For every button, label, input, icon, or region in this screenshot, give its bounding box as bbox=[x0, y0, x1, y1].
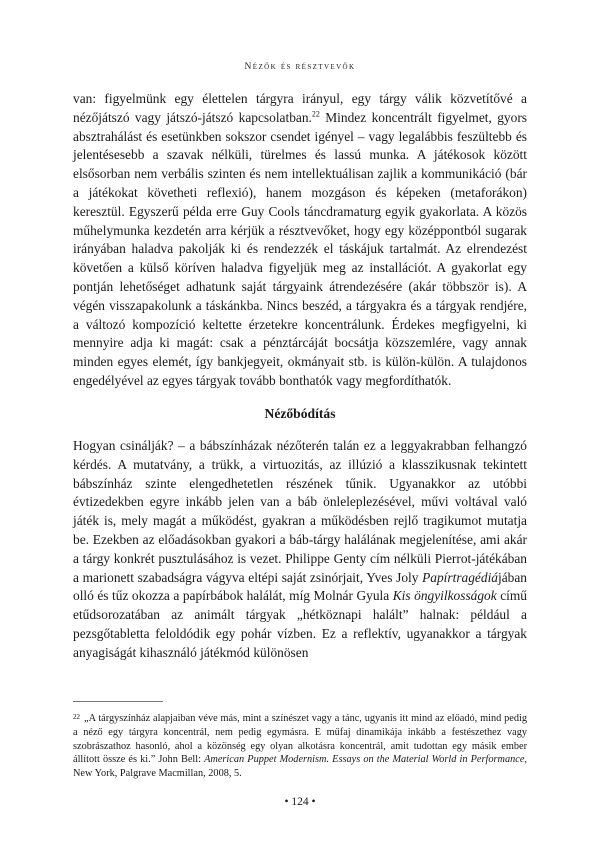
para2-text-1: Hogyan csinálják? – a bábszínházak nézőterén talán ez a leggyakrabban felhangzó kérdés. A mutatvány, a trükk, a virtuozitás, az illúzió a klasszikusnak tekintett bábszínház szinte elengedhetetlen részének tűnik. Ugyanakkor az utóbbi évtizedekben egyre inkább jelen van a báb önleleplezésével, művi voltával való játék is, mely magát a működést, gyakran a működésben rejlő tragikumot mutatja be. Ezekben az előadásokban gyakori a báb-tárgy halálának megjelenítése, ami akár a tárgy konkrét pusztulásához is vezet. Philippe Genty cím nélküli Pierrot-játékában a marionett szabadságra vágyva eltépi saját zsinórjait, Yves Joly bbox=[73, 438, 527, 585]
footnote-text-1: „A tárgyszínház alapjaiban véve más, mint a színészet vagy a tánc, ugyanis itt mind az előadó, mind pedig a néző egy tárgyra koncentrál, nem pedig egymásra. E műfaj dinamikája inkább a festészethez vagy szobrászathoz hasonló, ahol a közönség egy olyan alkotásra koncentrál, amit tudottan egy másik ember állított össze és ki.” John Bell: bbox=[73, 713, 527, 766]
footnote bbox=[73, 712, 527, 781]
para1-text-after-note: Mindez koncentrált figyelmet, gyors absztrahálást és esetünkben sokszor csendet igényel – vagy legalábbis feszültebb és jelentésesebb a szavak nélküli, türelmes és lassú munka. A játékosok között elsősorban nem verbális szinten és nem intellektuálisan zajlik a kommunikáció (bár a játékokat követheti reflexió), hanem mozgáson és képeken (metaforákon) keresztül. Egyszerű példa erre Guy Cools táncdramaturg egyik gyakorlata. A közös műhelymunka kezdetén arra kérjük a résztvevőket, hogy egy középpontból sugarak irányában haladva pakolják ki és rendezzék el táskájuk tartalmát. Az elrendezést követően a külső köríven haladva figyeljük meg az installációt. A gyakorlat egy pontján lehetőséget adhatunk saját tárgyaink átrendezésére (akár többször is). A végén visszapakolunk a táskánkba. Nincs beszéd, a tárgyakra és a tárgyak rendjére, a változó kompozíció keltette érzetekre koncentrálunk. Érdekes megfigyelni, ki mennyire adja ki magát: csak a pénztárcáját bocsátja közszemlére, vagy annak minden egyes elemét, így bankjegyeit, okmányait stb. is külön-külön. A tulajdonos engedélyével az egyes tárgyak tovább bonthatók vagy megfordíthatók. bbox=[73, 109, 527, 388]
para2-text-2: jában olló és tűz okozza a papírbábok halálát, míg Molnár Gyula bbox=[73, 569, 527, 604]
body-paragraph-1 bbox=[73, 90, 527, 391]
footnote-text-2: , New York, Palgrave Macmillan, 2008, 5. bbox=[73, 754, 527, 780]
footnote-number: 22 bbox=[73, 713, 80, 721]
para1-text-before-note: van: figyelmünk egy élettelen tárgyra irányul, egy tárgy válik közvetítővé a nézőjátszó vagy játszó-játszó kapcsolatban. bbox=[73, 91, 527, 125]
footnote-reference: 22 bbox=[311, 109, 320, 119]
footnote-italic-title: American Puppet Modernism. Essays on the Material World in Performance bbox=[204, 754, 525, 766]
running-head: Nézők és résztvevők bbox=[244, 62, 356, 72]
para2-italic-title-1: Papírtragédiá bbox=[422, 569, 498, 585]
section-heading: Nézőbódítás bbox=[264, 406, 336, 421]
body-paragraph-2 bbox=[73, 437, 527, 663]
footnote-divider bbox=[73, 701, 163, 702]
para2-italic-title-2: Kis öngyilkosságok bbox=[392, 588, 497, 604]
page-number: • 124 • bbox=[284, 796, 316, 808]
para2-text-3: című etűdsorozatában az animált tárgyak „hétköznapi halált” halnak: például a pezsgőtabletta feloldódik egy pohár vízben. Ez a reflektív, ugyanakkor a tárgyak anyagiságát kihasználó játékmód különösen bbox=[73, 588, 527, 660]
